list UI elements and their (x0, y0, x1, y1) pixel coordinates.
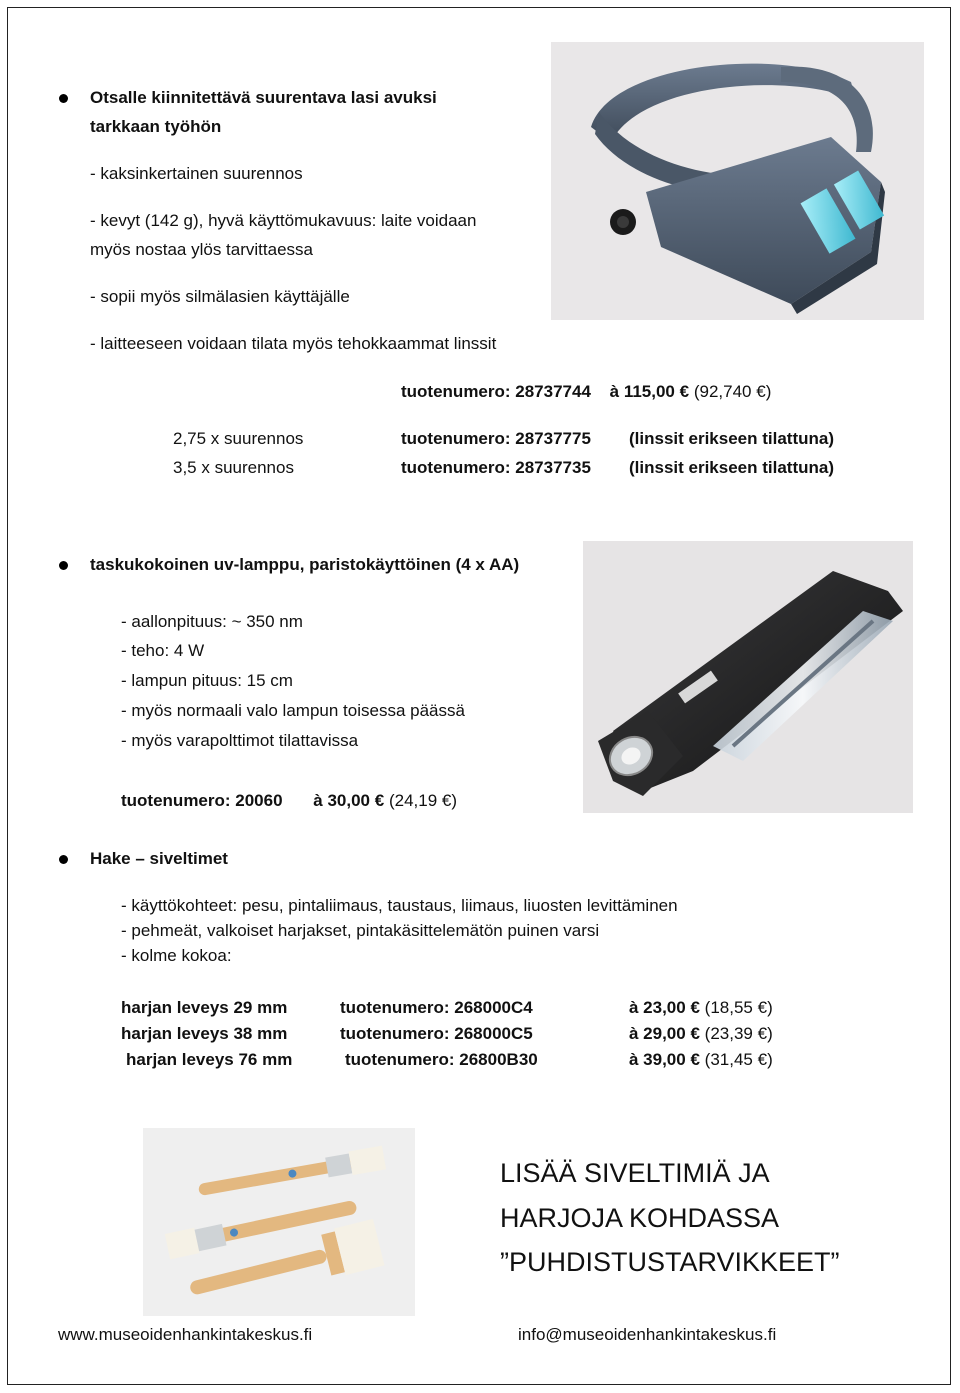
net-price: (23,39 (704, 1024, 753, 1043)
footer-email[interactable]: info@museoidenhankintakeskus.fi (518, 1325, 777, 1344)
product-price: à 115,00 (609, 382, 675, 401)
net-price-close: €) (756, 382, 772, 401)
magnifier-main-product (401, 382, 771, 402)
euro-sign: € (690, 998, 700, 1017)
lens-note: (linssit erikseen tilattuna) (629, 458, 834, 477)
brushes-feature: - pehmeät, valkoiset harjakset, pintakäsittelemätön puinen varsi (121, 921, 600, 940)
magnifier-feature: myös nostaa ylös tarvittaessa (90, 240, 313, 259)
euro-sign: € (374, 791, 385, 810)
net-price: (18,55 (704, 998, 753, 1017)
brushes-feature: - käyttökohteet: pesu, pintaliimaus, taustaus, liimaus, liuosten levittäminen (121, 896, 678, 915)
more-brushes-line2: HARJOJA KOHDASSA (500, 1203, 780, 1233)
uvlamp-feature: - myös normaali valo lampun toisessa päässä (121, 701, 465, 720)
product-price: à 29,00 (629, 1024, 686, 1043)
magnifier-title-line1: Otsalle kiinnitettävä suurentava lasi avuksi (90, 88, 437, 107)
product-price: à 39,00 (629, 1050, 686, 1069)
brush-price-row (629, 1050, 773, 1070)
net-price: (31,45 (704, 1050, 753, 1069)
brush-code: tuotenumero: 26800B30 (345, 1050, 538, 1069)
net-price: (24,19 (388, 791, 438, 810)
uvlamp-photo (583, 541, 913, 813)
net-price-close: €) (441, 791, 458, 810)
brush-price-row (629, 998, 773, 1018)
net-price-close: €) (757, 998, 773, 1017)
brush-code: tuotenumero: 268000C4 (340, 998, 533, 1017)
net-price-close: €) (757, 1024, 773, 1043)
brushes-feature: - kolme kokoa: (121, 946, 232, 965)
uvlamp-feature: - myös varapolttimot tilattavissa (121, 731, 359, 750)
magnifier-feature: - kaksinkertainen suurennos (90, 164, 303, 183)
magnifier-photo (551, 42, 924, 320)
more-brushes-line1: LISÄÄ SIVELTIMIÄ JA (500, 1158, 770, 1188)
lens-code: tuotenumero: 28737775 (401, 429, 591, 448)
uvlamp-title: taskukokoinen uv-lamppu, paristokäyttöinen (4 x AA) (90, 555, 520, 574)
lens-code: tuotenumero: 28737735 (401, 458, 591, 477)
product-price: à 30,00 (313, 791, 371, 810)
lens-label: 2,75 x suurennos (173, 429, 304, 448)
bullet-brushes (59, 855, 68, 864)
net-price-close: €) (757, 1050, 773, 1069)
magnifier-feature: - kevyt (142 g), hyvä käyttömukavuus: laite voidaan (90, 211, 477, 230)
uvlamp-feature: - teho: 4 W (121, 641, 205, 660)
magnifier-feature: - sopii myös silmälasien käyttäjälle (90, 287, 350, 306)
product-code: tuotenumero: 28737744 (401, 382, 591, 401)
euro-sign: € (679, 382, 690, 401)
more-brushes-line3: ”PUHDISTUSTARVIKKEET” (500, 1247, 840, 1277)
brush-code: tuotenumero: 268000C5 (340, 1024, 533, 1043)
product-code: tuotenumero: 20060 (121, 791, 283, 810)
euro-sign: € (690, 1024, 700, 1043)
bullet-magnifier (59, 94, 68, 103)
uvlamp-feature: - lampun pituus: 15 cm (121, 671, 293, 690)
brushes-title: Hake – siveltimet (90, 849, 228, 868)
magnifier-feature: - laitteeseen voidaan tilata myös tehokkaammat linssit (90, 334, 497, 353)
lens-note: (linssit erikseen tilattuna) (629, 429, 834, 448)
bullet-uvlamp (59, 561, 68, 570)
uvlamp-feature: - aallonpituus: ~ 350 nm (121, 612, 303, 631)
footer-website[interactable]: www.museoidenhankintakeskus.fi (58, 1325, 313, 1344)
brushes-photo (143, 1128, 415, 1316)
brush-width: harjan leveys 29 mm (121, 998, 288, 1017)
brush-width: harjan leveys 38 mm (121, 1024, 288, 1043)
euro-sign: € (690, 1050, 700, 1069)
net-price: (92,740 (693, 382, 752, 401)
uvlamp-product (121, 791, 457, 811)
brush-width: harjan leveys 76 mm (126, 1050, 293, 1069)
magnifier-title-line2: tarkkaan työhön (90, 117, 222, 136)
product-price: à 23,00 (629, 998, 686, 1017)
lens-label: 3,5 x suurennos (173, 458, 294, 477)
brush-price-row (629, 1024, 773, 1044)
